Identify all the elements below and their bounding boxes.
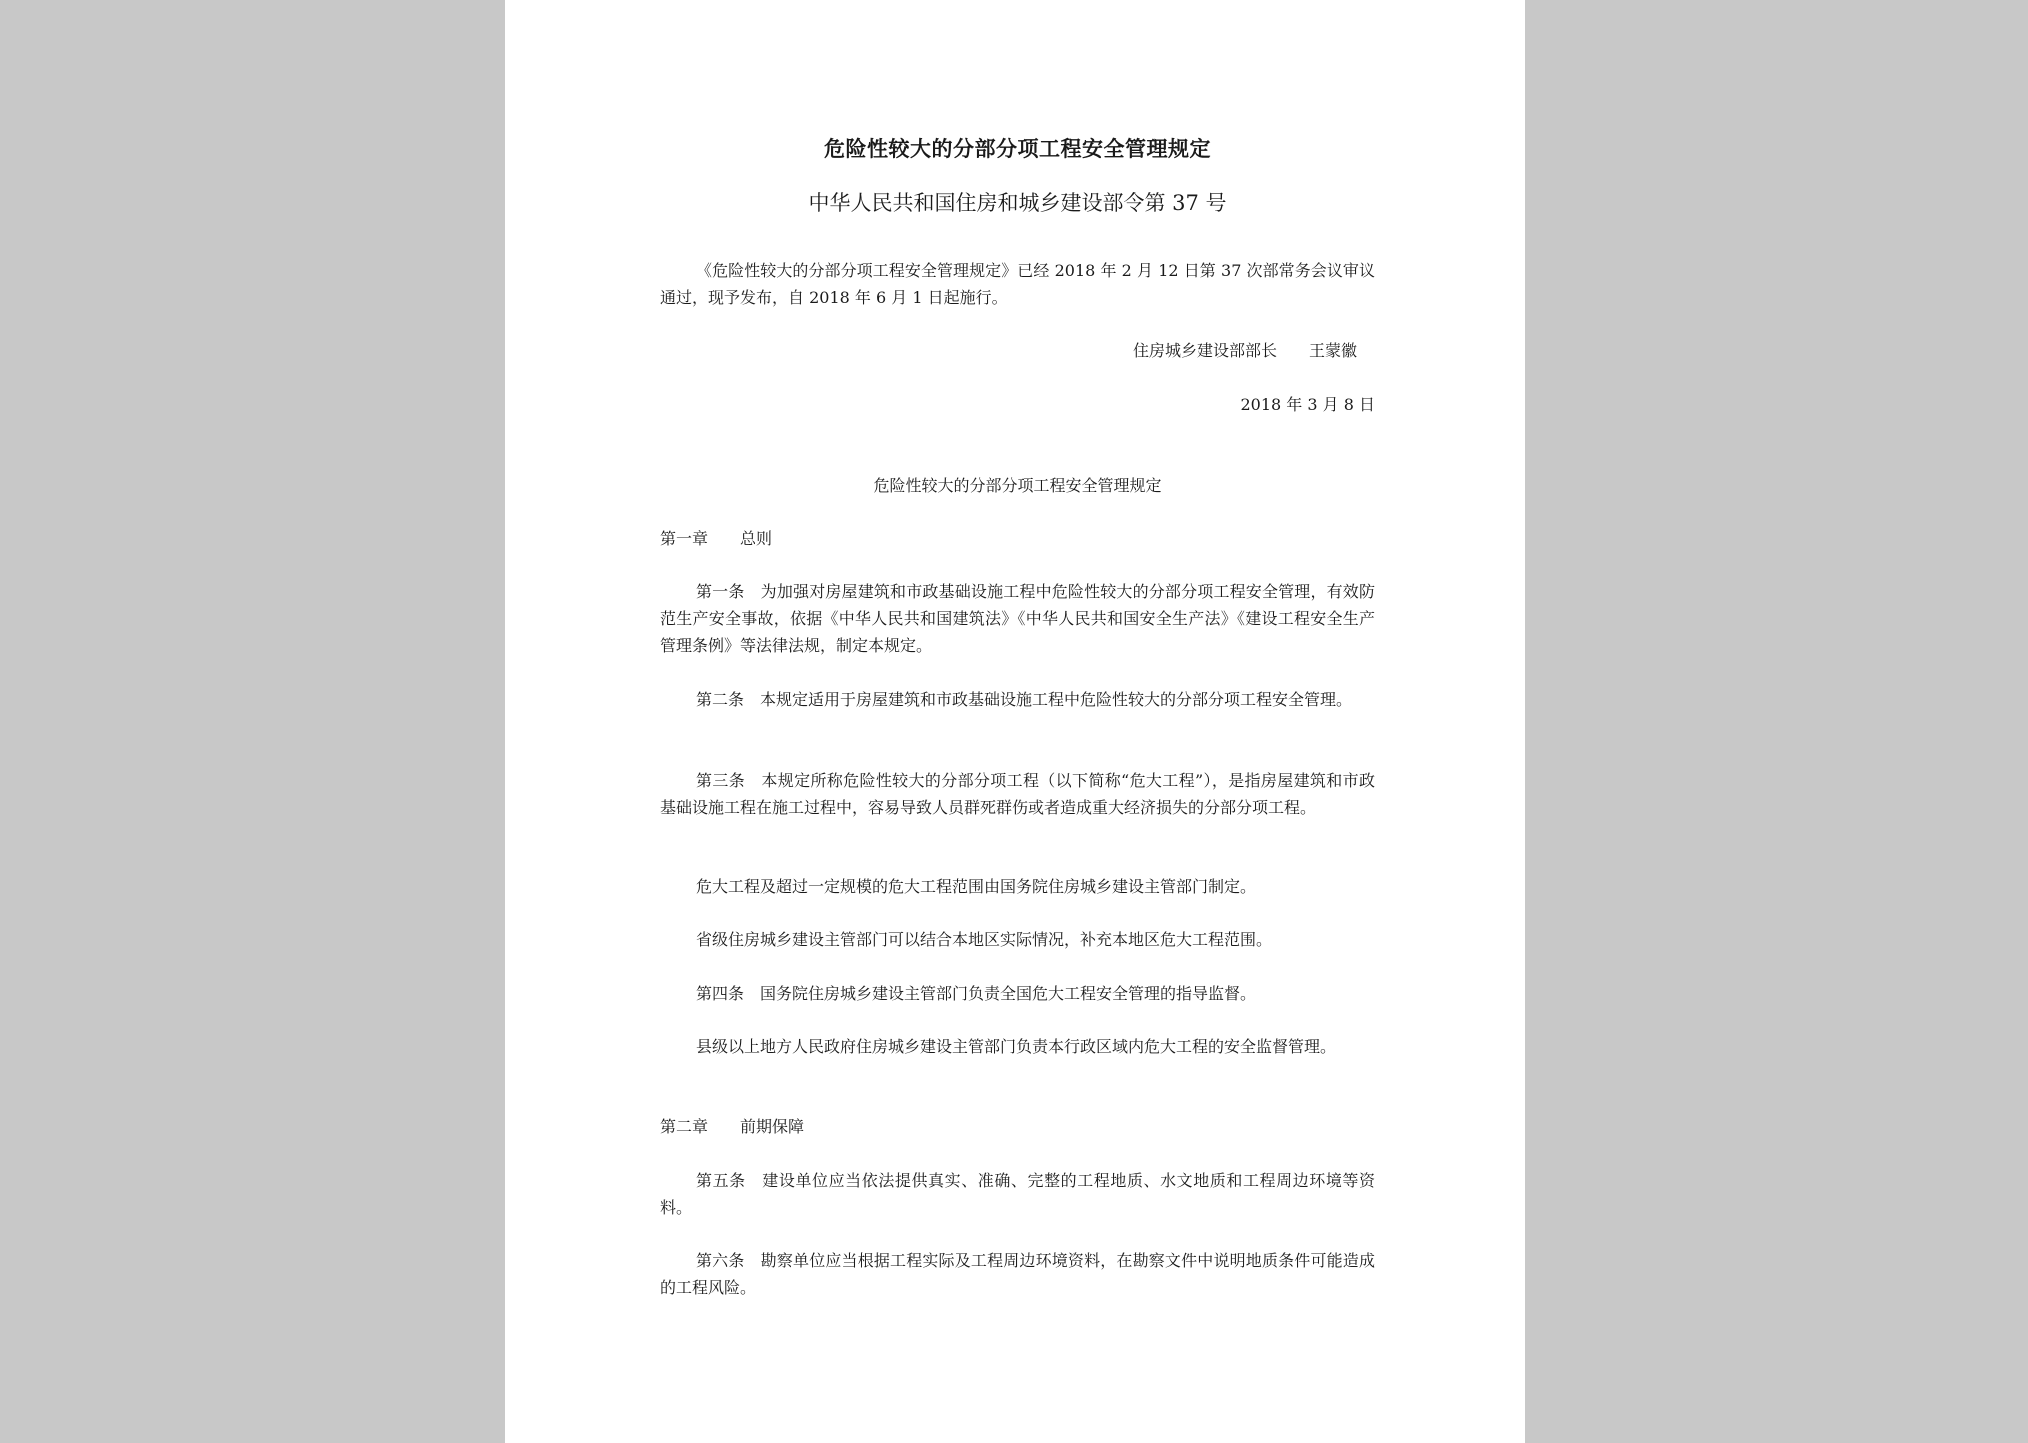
article-paragraph (660, 578, 1375, 659)
article-paragraph (660, 686, 1375, 713)
article-number: 第五条 (696, 1171, 746, 1190)
article-text: 为加强对房屋建筑和市政基础设施工程中危险性较大的分部分项工程安全管理，有效防范生产安全事故，依据《中华人民共和国建筑法》《中华人民共和国安全生产法》《建设工程安全生产管理条例》等法律法规，制定本规定。 (660, 582, 1375, 655)
chapter-name: 前期保障 (740, 1117, 805, 1136)
article-paragraph (660, 767, 1375, 821)
chapter-number: 第一章 (660, 529, 709, 548)
article-number: 第三条 (696, 771, 746, 790)
signatory (660, 337, 1375, 364)
preamble-paragraph: 《危险性较大的分部分项工程安全管理规定》已经 2018 年 2 月 12 日第 37 次部常务会议审议通过，现予发布，自 2018 年 6 月 1 日起施行。 (660, 261, 1375, 307)
article-text: 建设单位应当依法提供真实、准确、完整的工程地质、水文地质和工程周边环境等资料。 (660, 1171, 1375, 1217)
article-number: 第二条 (696, 690, 745, 709)
order-number: 中华人民共和国住房和城乡建设部令第 37 号 (808, 191, 1227, 215)
article-number: 第四条 (696, 984, 745, 1003)
chapter-heading (660, 1113, 1375, 1140)
article-paragraph (660, 1167, 1375, 1221)
paragraph: 县级以上地方人民政府住房城乡建设主管部门负责本行政区域内危大工程的安全监督管理。 (696, 1037, 1337, 1056)
document-title: 危险性较大的分部分项工程安全管理规定 (824, 136, 1211, 161)
document-page (505, 0, 1525, 1443)
article-text: 国务院住房城乡建设主管部门负责全国危大工程安全管理的指导监督。 (760, 984, 1257, 1003)
chapter-name: 总则 (740, 529, 773, 548)
article-text: 本规定适用于房屋建筑和市政基础设施工程中危险性较大的分部分项工程安全管理。 (760, 690, 1353, 709)
article-text: 本规定所称危险性较大的分部分项工程（以下简称“危大工程”），是指房屋建筑和市政基础设施工程在施工过程中，容易导致人员群死群伤或者造成重大经济损失的分部分项工程。 (660, 771, 1375, 817)
signatory-name: 王蒙徽 (1308, 341, 1357, 360)
article-paragraph (660, 980, 1375, 1007)
chapter-heading (660, 525, 1375, 552)
paragraph: 省级住房城乡建设主管部门可以结合本地区实际情况，补充本地区危大工程范围。 (696, 930, 1273, 949)
article-number: 第一条 (696, 582, 745, 601)
chapter-number: 第二章 (660, 1117, 709, 1136)
article-text: 勘察单位应当根据工程实际及工程周边环境资料，在勘察文件中说明地质条件可能造成的工程风险。 (660, 1251, 1375, 1297)
paragraph: 危大工程及超过一定规模的危大工程范围由国务院住房城乡建设主管部门制定。 (696, 877, 1257, 896)
article-number: 第六条 (696, 1251, 745, 1270)
body-title: 危险性较大的分部分项工程安全管理规定 (873, 476, 1162, 495)
signatory-title: 住房城乡建设部部长 (1132, 341, 1277, 360)
issue-date: 2018 年 3 月 8 日 (1240, 395, 1375, 414)
article-paragraph (660, 1247, 1375, 1301)
